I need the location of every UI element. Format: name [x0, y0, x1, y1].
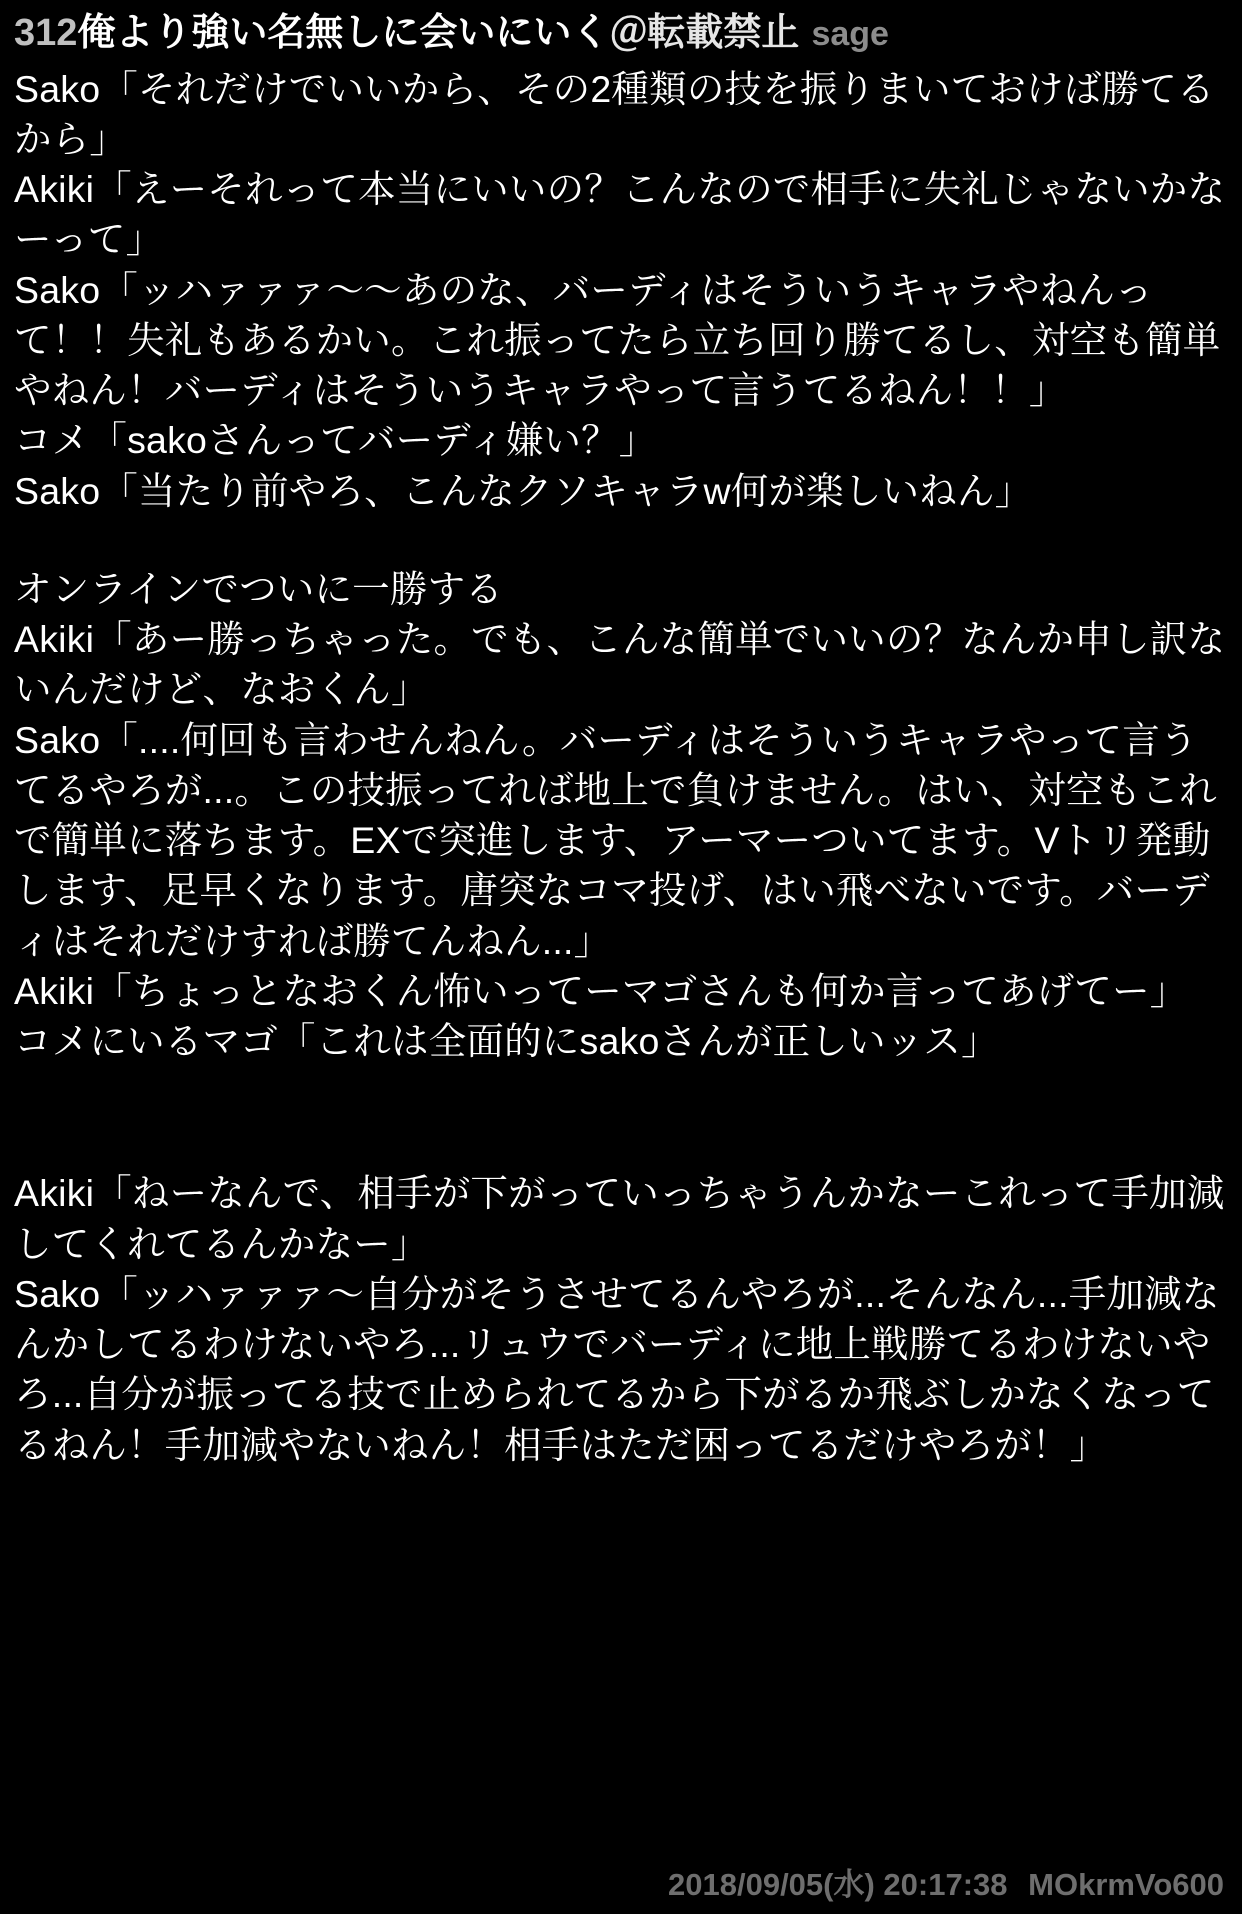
- post-timestamp: 2018/09/05(水) 20:17:38: [668, 1867, 1008, 1902]
- post-sage-label: sage: [811, 15, 889, 53]
- post-author-name[interactable]: 俺より強い名無しに会いにいく: [77, 12, 610, 54]
- post-line: Akiki「あー勝っちゃった。でも、こんな簡単でいいの？なんか申し訳ないんだけど、なおくん」: [14, 618, 1226, 711]
- post-body: [14, 64, 1228, 1470]
- post-line-break: [14, 516, 1228, 564]
- post-line: Akiki「えーそれって本当にいいの？こんなので相手に失礼じゃないかなーって」: [14, 168, 1226, 261]
- post-line-break: [14, 1066, 1228, 1168]
- post-line: Sako「当たり前やろ、こんなクソキャラw何が楽しいねん」: [14, 469, 1033, 512]
- post-line: コメ「sakoさんってバーディ嫌い？」: [14, 419, 657, 462]
- post-line: Sako「ッハァァァ〜〜あのな、バーディはそういうキャラやねんって！！失礼もあるかい。これ振ってたら立ち回り勝てるし、対空も簡単やねん！バーディはそういうキャラやって言うてるねん！！」: [14, 268, 1221, 411]
- post-line: Sako「それだけでいいから、その2種類の技を振りまいておけば勝てるから」: [14, 67, 1215, 160]
- post-line: Akiki「ねーなんで、相手が下がっていっちゃうんかなーこれって手加減してくれてるんかなー」: [14, 1172, 1225, 1265]
- post-header: [14, 10, 1228, 58]
- post-line: コメにいるマゴ「これは全面的にsakoさんが正しいッス」: [14, 1020, 999, 1062]
- post-line: Sako「ッハァァァ〜自分がそうさせてるんやろが...そんなん...手加減なんかしてるわけないやろ...リュウでバーディに地上戦勝てるわけないやろ...自分が振ってる技で止められてるから下がるか飛ぶしかなくなってるねん！手加減やないねん！相手はただ困ってるだけやろが！」: [14, 1272, 1220, 1466]
- post-footer: [668, 1859, 1224, 1904]
- post-line: オンラインでついに一勝する: [14, 567, 503, 610]
- post-user-id: MOkrmVo600: [1028, 1867, 1224, 1902]
- post-line: Sako「....何回も言わせんねん。バーディはそういうキャラやって言うてるやろが...。この技振ってれば地上で負けません。はい、対空もこれで簡単に落ちます。EXで突進します、アーマーついてます。Vトリ発動します、足早くなります。唐突なコマ投げ、はい飛べないです。バーディはそれだけすれば勝てんねん...」: [14, 718, 1217, 962]
- post-number: 312: [14, 12, 78, 54]
- post-line: Akiki「ちょっとなおくん怖いってーマゴさんも何か言ってあげてー」: [14, 969, 1188, 1012]
- post-mail-field: ＠転載禁止: [609, 12, 800, 54]
